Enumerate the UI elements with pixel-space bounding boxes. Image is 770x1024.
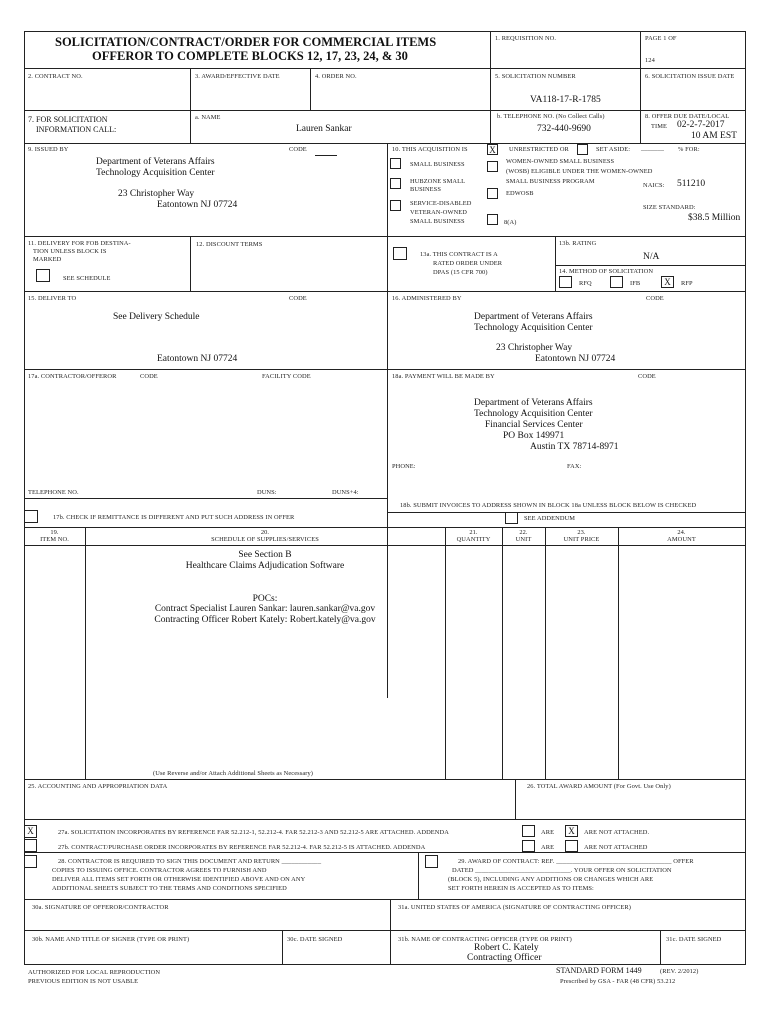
pct-for-label: % FOR: — [678, 146, 700, 153]
issue-date-label: 6. SOLICITATION ISSUE DATE — [645, 73, 735, 80]
edwosb-label: EDWOSB — [506, 190, 534, 197]
issuer-line-1: Department of Veterans Affairs — [96, 157, 215, 167]
col23-header: UNIT PRICE — [563, 536, 600, 543]
set-aside-checkbox[interactable] — [577, 144, 588, 155]
deliver-to-line-1: See Delivery Schedule — [113, 312, 200, 322]
rated-order-checkbox[interactable] — [393, 247, 407, 260]
payment-line-1: Department of Veterans Affairs — [474, 398, 593, 408]
size-standard-label: SIZE STANDARD: — [643, 204, 696, 211]
ifb-checkbox[interactable] — [610, 276, 623, 288]
eight-a-checkbox[interactable] — [487, 214, 498, 225]
order-no-label: 4. ORDER NO. — [315, 73, 357, 80]
time-label: TIME — [651, 123, 668, 130]
solicitation-number-label: 5. SOLICITATION NUMBER — [495, 73, 576, 80]
invoice-label: 18b. SUBMIT INVOICES TO ADDRESS SHOWN IN BLOCK 18a UNLESS BLOCK BELOW IS CHECKED — [400, 502, 697, 509]
27b-are-not-label: ARE NOT ATTACHED — [584, 844, 648, 851]
col21-num: 21. — [469, 529, 478, 536]
form-revision: (REV. 2/2012) — [660, 968, 699, 975]
rfq-label: RFQ — [579, 280, 592, 287]
issuer-line-3: 23 Christopher Way — [118, 189, 195, 199]
rating-value[interactable]: N/A — [643, 252, 660, 262]
deliver-to-code-label: CODE — [289, 295, 307, 302]
naics-label: NAICS: — [643, 182, 665, 189]
form-title: SOLICITATION/CONTRACT/ORDER FOR COMMERCIAL ITEMS — [55, 35, 437, 49]
col20-num: 20. — [260, 529, 270, 536]
page-label: PAGE 1 OF — [645, 35, 677, 42]
issued-by-code-label: CODE — [289, 146, 307, 153]
fob-label-2: TION UNLESS BLOCK IS — [33, 248, 107, 255]
size-standard-value[interactable]: $38.5 Million — [688, 213, 741, 223]
total-award-label: 26. TOTAL AWARD AMOUNT (For Govt. Use Only) — [527, 783, 671, 790]
deliver-to-label: 15. DELIVER TO — [28, 295, 77, 302]
offer-due-label: 8. OFFER DUE DATE/LOCAL — [645, 113, 730, 120]
fob-label-3: MARKED — [33, 256, 62, 263]
rating-label: 13b. RATING — [559, 240, 597, 247]
payment-line-3: Financial Services Center — [485, 420, 583, 430]
28-line-2: COPIES TO ISSUING OFFICE. CONTRACTOR AGREES TO FURNISH AND — [52, 867, 267, 874]
28-line-3: DELIVER ALL ITEMS SET FORTH OR OTHERWISE IDENTIFIED ABOVE AND ON ANY — [52, 876, 306, 883]
col24-num: 24. — [677, 529, 686, 536]
telephone-no-label: TELEPHONE NO. — [28, 489, 79, 496]
29-line-1: 29. AWARD OF CONTRACT: REF. ___________________________________ OFFER — [458, 858, 694, 865]
contract-no-label: 2. CONTRACT NO. — [28, 73, 83, 80]
see-addendum-checkbox[interactable] — [505, 512, 518, 524]
sdvosb-label: SERVICE-DISABLED — [410, 200, 472, 207]
hubzone-label: HUBZONE SMALL — [410, 178, 466, 185]
contact-name[interactable]: Lauren Sankar — [296, 124, 352, 134]
wosb-checkbox[interactable] — [487, 161, 498, 172]
offer-due-time[interactable]: 10 AM EST — [691, 131, 737, 141]
payment-line-5: Austin TX 78714-8971 — [530, 442, 619, 452]
unrestricted-checkbox[interactable]: X — [487, 144, 498, 155]
27a-are-checkbox[interactable] — [522, 825, 535, 837]
27a-checkbox[interactable]: X — [24, 825, 37, 838]
form-subtitle: OFFEROR TO COMPLETE BLOCKS 12, 17, 23, 24, & 30 — [92, 49, 408, 63]
27b-are-checkbox[interactable] — [522, 840, 535, 852]
admin-line-2: Technology Acquisition Center — [474, 323, 593, 333]
issuer-line-2: Technology Acquisition Center — [96, 168, 215, 178]
solicitation-number-value[interactable]: VA118-17-R-1785 — [530, 95, 601, 105]
see-schedule-checkbox[interactable] — [36, 269, 50, 282]
30b-label: 30b. NAME AND TITLE OF SIGNER (TYPE OR PRINT) — [32, 936, 190, 943]
discount-terms-label: 12. DISCOUNT TERMS — [196, 241, 263, 248]
hubzone-checkbox[interactable] — [390, 178, 401, 189]
contractor-label: 17a. CONTRACTOR/OFFEROR — [28, 373, 117, 380]
schedule-line-5: Contracting Officer Robert Kately: Robert.kately@va.gov — [154, 615, 376, 625]
rated-order-label-3: DPAS (15 CFR 700) — [433, 269, 488, 276]
award-date-label: 3. AWARD/EFFECTIVE DATE — [195, 73, 280, 80]
facility-code-label: FACILITY CODE — [262, 373, 311, 380]
col19-num: 19. — [50, 529, 59, 536]
see-addendum-label: SEE ADDENDUM — [524, 515, 576, 522]
27b-checkbox[interactable] — [24, 839, 37, 852]
administered-code-label: CODE — [646, 295, 664, 302]
issued-by-label: 9. ISSUED BY — [28, 146, 69, 153]
col20-header: SCHEDULE OF SUPPLIES/SERVICES — [211, 536, 319, 543]
payment-code-label: CODE — [638, 373, 656, 380]
30c-label: 30c. DATE SIGNED — [287, 936, 343, 943]
hubzone-label-2: BUSINESS — [410, 186, 441, 193]
telephone-label: b. TELEPHONE NO. (No Collect Calls) — [497, 113, 605, 120]
rfq-checkbox[interactable] — [559, 276, 572, 288]
col24-header: AMOUNT — [667, 536, 696, 543]
edwosb-checkbox[interactable] — [487, 188, 498, 199]
payment-line-2: Technology Acquisition Center — [474, 409, 593, 419]
duns4-label: DUNS+4: — [332, 489, 359, 496]
remittance-label: 17b. CHECK IF REMITTANCE IS DIFFERENT AND PUT SUCH ADDRESS IN OFFER — [53, 514, 295, 521]
30a-label: 30a. SIGNATURE OF OFFEROR/CONTRACTOR — [32, 904, 169, 911]
sdvosb-checkbox[interactable] — [390, 200, 401, 211]
administered-by-label: 16. ADMINISTERED BY — [392, 295, 462, 302]
fax-label: FAX: — [567, 463, 582, 470]
payment-label: 18a. PAYMENT WILL BE MADE BY — [392, 373, 495, 380]
rfp-label: RFP — [681, 280, 693, 287]
sdvosb-label-3: SMALL BUSINESS — [410, 218, 465, 225]
co-name: Robert C. Kately — [474, 943, 539, 953]
footer-left-1: AUTHORIZED FOR LOCAL REPRODUCTION — [28, 969, 161, 976]
27a-are-not-label: ARE NOT ATTACHED. — [584, 829, 650, 836]
remittance-checkbox[interactable] — [24, 510, 38, 523]
requisition-label: 1. REQUISITION NO. — [495, 35, 557, 42]
29-line-3: (BLOCK 5), INCLUDING ANY ADDITIONS OR CHANGES WHICH ARE — [448, 876, 654, 883]
27a-text: 27a. SOLICITATION INCORPORATES BY REFERENCE FAR 52.212-1, 52.212-4. FAR 52.212-3 AND 52.212-5 ARE ATTACHED. ADDENDA — [58, 829, 449, 836]
schedule-line-4: Contract Specialist Lauren Sankar: lauren.sankar@va.gov — [154, 604, 376, 614]
duns-label: DUNS: — [257, 489, 277, 496]
ifb-label: IFB — [630, 280, 641, 287]
27a-are-not-checkbox[interactable]: X — [565, 825, 578, 837]
wosb-label: WOMEN-OWNED SMALL BUSINESS — [506, 158, 615, 165]
col22-header: UNIT — [515, 536, 532, 543]
27b-are-not-checkbox[interactable] — [565, 840, 578, 852]
31a-label: 31a. UNITED STATES OF AMERICA (SIGNATURE OF CONTRACTING OFFICER) — [398, 904, 631, 911]
rated-order-label: 13a. THIS CONTRACT IS A — [420, 251, 498, 258]
phone-label: PHONE: — [392, 463, 416, 470]
schedule-line-3: POCs: — [252, 594, 278, 604]
offer-due-date[interactable]: 02-2-7-2017 — [677, 120, 725, 130]
wosb-label-2: (WOSB) ELIGIBLE UNDER THE WOMEN-OWNED — [506, 168, 653, 175]
unrestricted-label: UNRESTRICTED OR — [509, 146, 569, 153]
deliver-to-line-2: Eatontown NJ 07724 — [157, 354, 238, 364]
co-title: Contracting Officer — [467, 953, 542, 963]
eight-a-label: 8(A) — [504, 219, 517, 226]
solicitation-info-label-2: INFORMATION CALL: — [36, 125, 117, 134]
admin-line-4: Eatontown NJ 07724 — [535, 354, 616, 364]
set-aside-blank[interactable]: _______ — [641, 145, 665, 152]
solicitation-info-label: 7. FOR SOLICITATION — [28, 115, 108, 124]
small-business-label: SMALL BUSINESS — [410, 161, 465, 168]
issuer-line-4: Eatontown NJ 07724 — [157, 200, 238, 210]
29-line-4: SET FORTH HEREIN IS ACCEPTED AS TO ITEMS: — [448, 885, 594, 892]
wosb-label-3: SMALL BUSINESS PROGRAM — [506, 178, 595, 185]
see-schedule-label: SEE SCHEDULE — [63, 275, 111, 282]
rfp-checkbox[interactable]: X — [661, 276, 674, 288]
telephone-value[interactable]: 732-440-9690 — [537, 124, 591, 134]
admin-line-3: 23 Christopher Way — [496, 343, 573, 353]
acquisition-label: 10. THIS ACQUISITION IS — [392, 146, 468, 153]
29-line-2: DATED _____________________________. YOUR OFFER ON SOLICITATION — [452, 867, 672, 874]
payment-line-4: PO Box 149971 — [503, 431, 565, 441]
27a-are-label: ARE — [541, 829, 555, 836]
fob-label: 11. DELIVERY FOR FOB DESTINA- — [28, 240, 131, 247]
29-checkbox[interactable] — [425, 855, 438, 868]
method-label: 14. METHOD OF SOLICITATION — [559, 268, 654, 275]
reverse-note: (Use Reverse and/or Attach Additional Sheets as Necessary) — [153, 770, 314, 777]
accounting-label: 25. ACCOUNTING AND APPROPRIATION DATA — [28, 783, 168, 790]
col19-header: ITEM NO. — [40, 536, 69, 543]
rated-order-label-2: RATED ORDER UNDER — [433, 260, 503, 267]
small-business-checkbox[interactable] — [390, 158, 401, 169]
set-aside-label: SET ASIDE: — [596, 146, 631, 153]
28-line-4: ADDITIONAL SHEETS SUBJECT TO THE TERMS AND CONDITIONS SPECIFIED — [52, 885, 287, 892]
col21-header: QUANTITY — [456, 536, 491, 543]
contractor-code-label: CODE — [140, 373, 158, 380]
27b-text: 27b. CONTRACT/PURCHASE ORDER INCORPORATES BY REFERENCE FAR 52.212-4. FAR 52.212-5 IS ATTACHED. ADDENDA — [58, 844, 426, 851]
28-checkbox[interactable] — [24, 855, 37, 868]
footer-left-2: PREVIOUS EDITION IS NOT USABLE — [28, 978, 139, 985]
27b-are-label: ARE — [541, 844, 555, 851]
schedule-line-1: See Section B — [238, 550, 292, 560]
form-number: STANDARD FORM 1449 — [556, 966, 642, 975]
schedule-line-2: Healthcare Claims Adjudication Software — [185, 561, 345, 571]
page-total: 124 — [645, 57, 655, 64]
sdvosb-label-2: VETERAN-OWNED — [410, 209, 468, 216]
admin-line-1: Department of Veterans Affairs — [474, 312, 593, 322]
name-label: a. NAME — [195, 114, 221, 121]
31b-label: 31b. NAME OF CONTRACTING OFFICER (TYPE OR PRINT) — [398, 936, 572, 943]
col23-num: 23. — [577, 529, 586, 536]
31c-label: 31c. DATE SIGNED — [666, 936, 722, 943]
prescribed-by: Prescribed by GSA - FAR (48 CFR) 53.212 — [560, 978, 676, 985]
naics-value[interactable]: 511210 — [677, 179, 706, 189]
col22-num: 22. — [519, 529, 528, 536]
28-line-1: 28. CONTRACTOR IS REQUIRED TO SIGN THIS DOCUMENT AND RETURN ____________ — [58, 858, 322, 865]
